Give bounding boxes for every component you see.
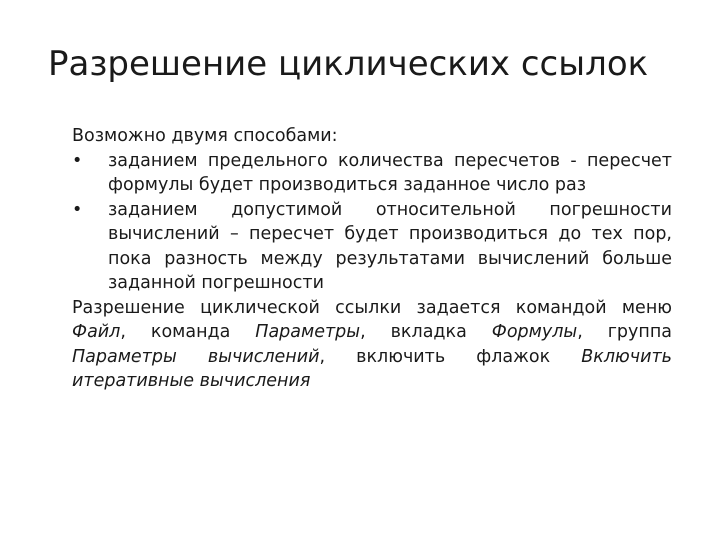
- paragraph-text: , команда: [120, 322, 256, 342]
- bullet-marker: •: [72, 150, 83, 171]
- group-calc-options-name: Параметры вычислений: [72, 346, 320, 367]
- paragraph-text: , включить флажок: [319, 346, 582, 367]
- menu-file-name: Файл: [72, 322, 121, 342]
- settings-paragraph: [72, 296, 672, 394]
- bullet-item: [72, 149, 672, 198]
- intro-text: Возможно двумя способами:: [72, 126, 338, 146]
- bullet-text: заданием предельного количества пересчетов - пересчет формулы будет производиться заданное число раз: [108, 150, 672, 195]
- paragraph-text: , группа: [577, 322, 672, 342]
- slide-title: Разрешение циклических ссылок: [48, 44, 649, 84]
- checkbox-iterative-name: Включить итеративные вычисления: [72, 346, 672, 391]
- paragraph-text: , вкладка: [360, 322, 492, 342]
- bullet-text: заданием допустимой относительной погрешности вычислений – пересчет будет производиться до тех пор, пока разность между результатами вычислений больше заданной погрешности: [108, 199, 672, 293]
- bullet-item: [72, 198, 672, 296]
- bullet-marker: •: [72, 199, 83, 220]
- slide-body: [72, 124, 672, 394]
- command-options-name: Параметры: [255, 322, 361, 342]
- paragraph-text: Разрешение циклической ссылки задается командой меню: [72, 297, 672, 318]
- tab-formulas-name: Формулы: [491, 322, 578, 342]
